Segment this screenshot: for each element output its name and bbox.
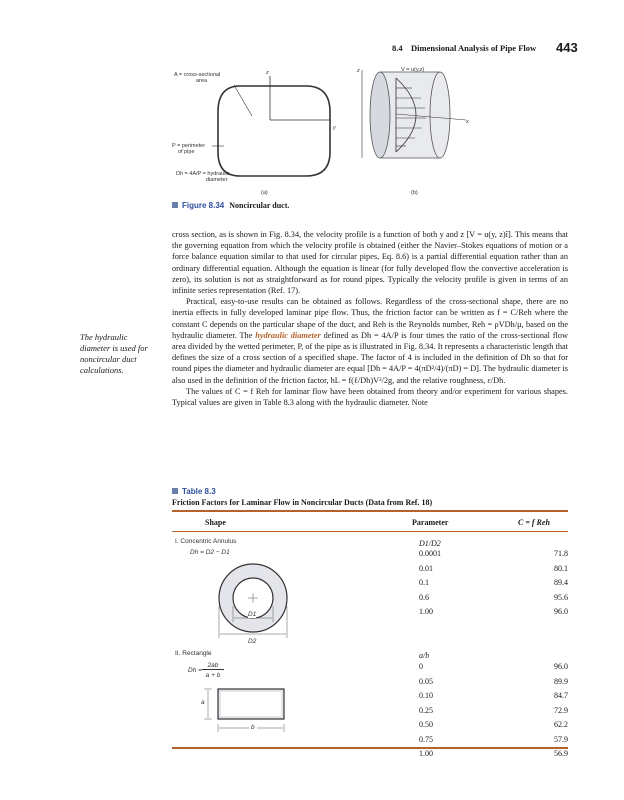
table-cell-c-value: 57.9: [554, 734, 568, 744]
table-cell-parameter: 0.50: [419, 720, 433, 729]
highlight-hydraulic-diameter: hydraulic diameter: [255, 330, 321, 340]
section-title: Dimensional Analysis of Pipe Flow: [411, 43, 537, 53]
d2-label: D2: [248, 638, 257, 645]
caption-text: Noncircular duct.: [229, 201, 290, 210]
y-label-a: y: [333, 125, 336, 131]
x-label-b: x: [466, 119, 469, 125]
velocity-label: V = u(y,z): [401, 67, 425, 73]
area-label: A = cross-sectional area: [174, 72, 221, 84]
perimeter-label: P = perimeter of pipe: [172, 143, 206, 155]
table-cell-c-value: 96.0: [554, 607, 568, 616]
table-cell-parameter: 0.0001: [419, 549, 441, 558]
table-cell-parameter: 0.75: [419, 734, 433, 744]
table-cell-c-value: 80.1: [554, 563, 568, 573]
table-cell-parameter: 0.25: [419, 705, 433, 715]
b-label: b: [251, 724, 255, 731]
section-annulus-formula: Dh = D2 − D1: [190, 549, 230, 556]
table-cell-parameter: 0.10: [419, 691, 433, 700]
subfigure-b-label: (b): [411, 190, 418, 196]
caption-label: Figure 8.34: [182, 201, 225, 210]
table-cell-c-value: 71.8: [554, 549, 568, 558]
section-annulus-name: I. Concentric Annulus: [175, 538, 237, 545]
paragraph-2: Practical, easy-to-use results can be obtained as follows. Regardless of the cross-sectional shape, there are no inertia effects in fully developed laminar pipe flow. Thus, the friction factor can be written as f = C/Reh where the constant C depends on the particular shape of the duct, and Reh is the Reynolds number, Reh = ρVDh/μ, based on the hydraulic diameter. The hydraulic diameter defined as Dh = 4A/P is four times the ratio of the cross-sectional flow area divided by the wetted perimeter, P, of the pipe as is illustrated in Fig. 8.34. It represents a characteristic length that defines the size of a cross section of a specified shape. The factor of 4 is included in the definition of Dh so that for round pipes the diameter and hydraulic diameter are equal [Dh = 4A/P = 4(πD²/4)/(πD) = D]. The hydraulic diameter is also used in the definition of the friction factor, hL = f(ℓ/Dh)V²/2g, and the relative roughness, ε/Dh.: [172, 297, 568, 385]
section-number: 8.4: [392, 43, 403, 53]
paragraph-1: cross section, as is shown in Fig. 8.34, the velocity profile is a function of both y and z [V = u(y, z)î]. This means that the governing equation from which the velocity profile is obtained (either the Navier–Stokes equations of motion or a force balance equation similar to that used for circular pipes, Eq. 8.6) is a partial differential equation rather than an ordinary differential equation. Although the equation is linear (for fully developed flow the convective acceleration is zero), its solution is not as straightforward as for round pipes. Typically the velocity profile is given in terms of an infinite series representation (Ref. 17).: [172, 230, 568, 296]
rectangle-param: a/b: [419, 651, 430, 660]
table-cell-c-value: 89.4: [554, 578, 568, 587]
z-label-b: z: [357, 68, 360, 74]
page-number: 443: [556, 40, 578, 55]
table-cell-parameter: 0.01: [419, 563, 433, 573]
a-label: a: [201, 699, 205, 706]
header-shape: Shape: [205, 518, 226, 527]
table-cell-c-value: 95.6: [554, 592, 568, 602]
annulus-param: D1/D2: [419, 539, 441, 548]
table-cell-parameter: 0.6: [419, 592, 429, 602]
d1-label: D1: [248, 611, 257, 618]
table-cell-parameter: 1.00: [419, 607, 433, 616]
subfigure-a-label: (a): [261, 190, 268, 196]
paragraph-3: The values of C = f Reh for laminar flow have been obtained from theory and/or experiment for various shapes. Typical values are given in Table 8.3 along with the hydraulic diameter. Note: [172, 386, 568, 408]
table-cell-parameter: 0.1: [419, 578, 429, 587]
table-cell-c-value: 96.0: [554, 662, 568, 671]
table-cell-c-value: 84.7: [554, 691, 568, 700]
margin-note: The hydraulic diameter is used for noncircular duct calculations.: [80, 332, 148, 375]
table-cell-parameter: 0: [419, 662, 423, 671]
header-c: C = f Reh: [518, 518, 550, 527]
rectangle-formula-num: 2ab: [202, 662, 224, 670]
table-cell-parameter: 1.00: [419, 749, 433, 758]
rectangle-formula-lhs: Dh =: [188, 667, 202, 674]
hydraulic-diameter-label: Dh = 4A/P = hydraulic diameter: [176, 171, 230, 183]
table-title: Friction Factors for Laminar Flow in Noncircular Ducts (Data from Ref. 18): [172, 498, 433, 507]
table-cell-c-value: 89.9: [554, 676, 568, 686]
table-cell-c-value: 72.9: [554, 705, 568, 715]
table-label: Table 8.3: [172, 487, 216, 496]
section-rectangle-name: II. Rectangle: [175, 650, 212, 657]
table-cell-parameter: 0.05: [419, 676, 433, 686]
table-cell-c-value: 62.2: [554, 720, 568, 729]
z-label-a: z: [266, 70, 269, 76]
table-bottom-rule: [172, 747, 568, 749]
rectangle-formula-den: a + b: [205, 672, 221, 679]
header-parameter: Parameter: [412, 518, 449, 527]
table-cell-c-value: 56.9: [554, 749, 568, 758]
